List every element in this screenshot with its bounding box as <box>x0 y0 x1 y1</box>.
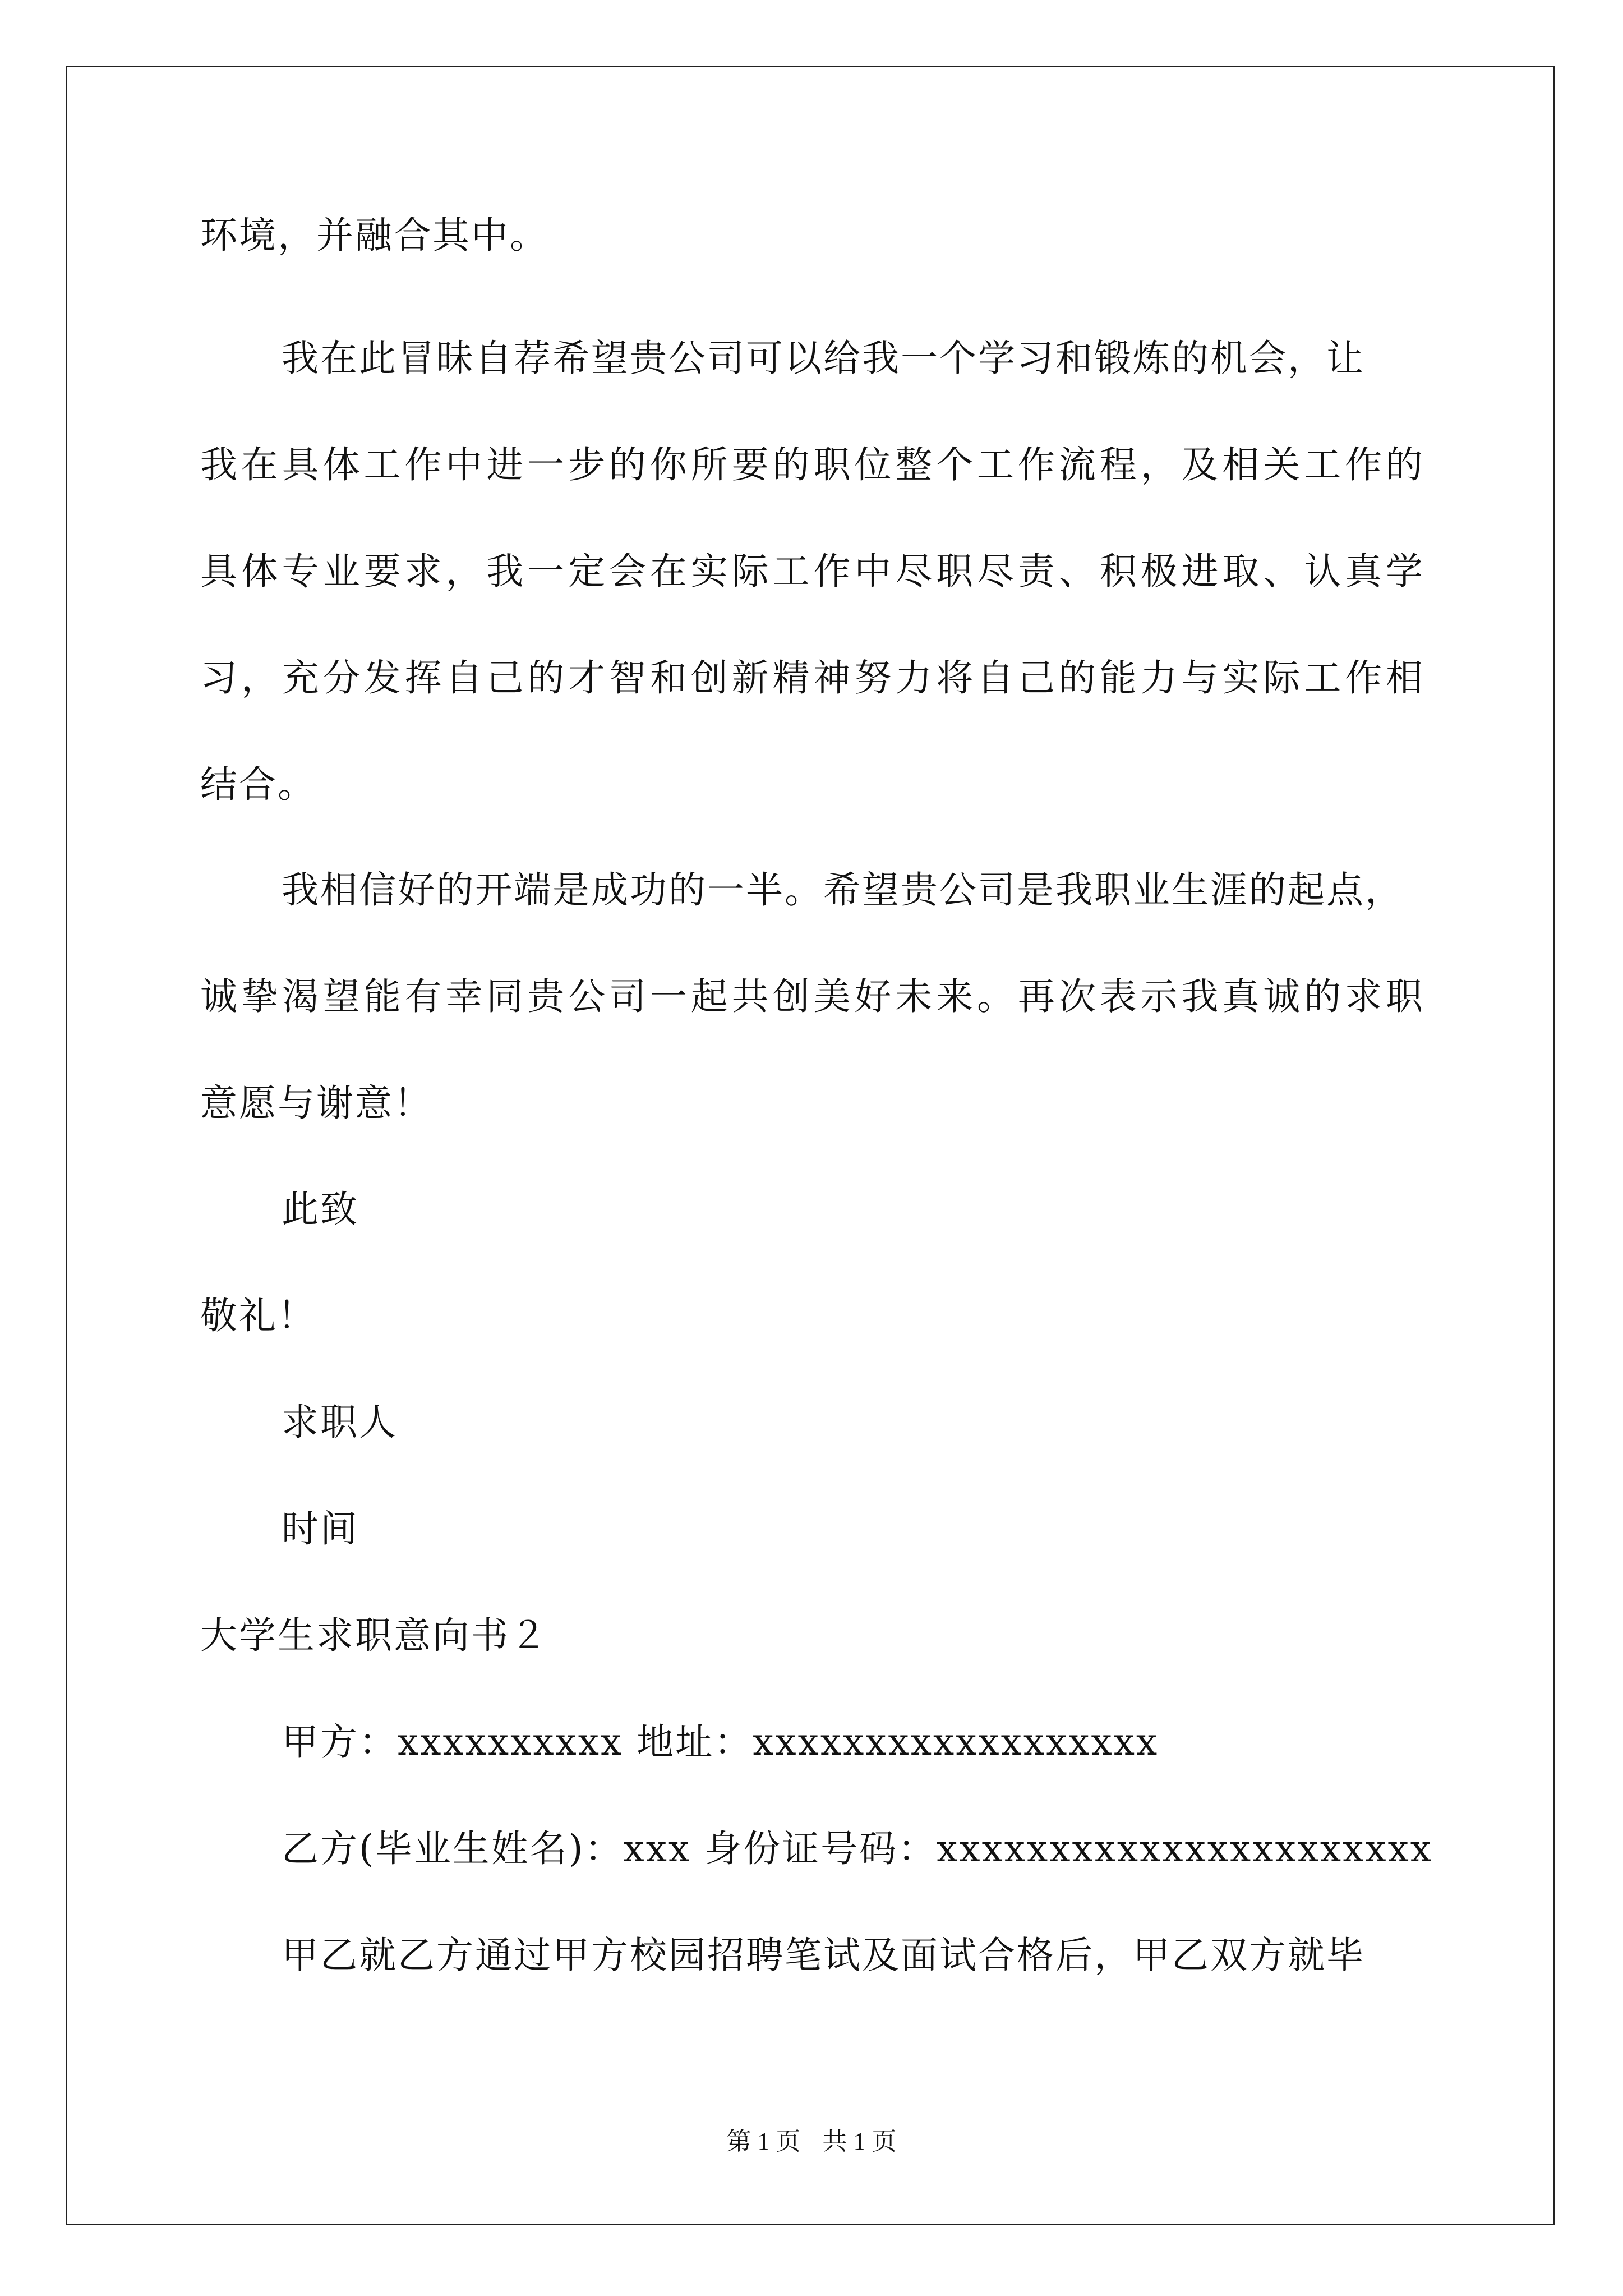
paragraph-line: 结合。 <box>200 763 316 806</box>
signature-date: 时间 <box>282 1507 359 1550</box>
page-total: 共 1 页 <box>822 2128 897 2155</box>
paragraph-line: 具体专业要求，我一定会在实际工作中尽职尽责、积极进取、认真学 <box>200 550 1423 593</box>
closing-salutation: 此致 <box>282 1188 359 1231</box>
paragraph-line: 我在此冒昧自荐希望贵公司可以给我一个学习和锻炼的机会，让 <box>282 337 1365 380</box>
paragraph-line: 我在具体工作中进一步的你所要的职位整个工作流程，及相关工作的 <box>200 443 1423 486</box>
paragraph-line: 诚挚渴望能有幸同贵公司一起共创美好未来。再次表示我真诚的求职 <box>200 975 1423 1018</box>
paragraph-line: 意愿与谢意！ <box>200 1082 432 1125</box>
paragraph-line: 环境，并融合其中。 <box>200 214 548 257</box>
party-a-line: 甲方：xxxxxxxxxx 地址：xxxxxxxxxxxxxxxxxx <box>282 1720 1159 1764</box>
page-number: 第 1 页 <box>726 2128 801 2155</box>
signature-applicant: 求职人 <box>282 1401 398 1444</box>
page-footer <box>0 2126 1623 2157</box>
paragraph-line: 习，充分发挥自己的才智和创新精神努力将自己的能力与实际工作相 <box>200 656 1423 700</box>
section-title: 大学生求职意向书２ <box>200 1614 548 1657</box>
paragraph-line: 甲乙就乙方通过甲方校园招聘笔试及面试合格后，甲乙双方就毕 <box>282 1934 1365 1977</box>
closing-regards: 敬礼！ <box>200 1294 316 1337</box>
page-border <box>66 66 1555 2225</box>
party-b-line: 乙方(毕业生姓名)：xxx 身份证号码：xxxxxxxxxxxxxxxxxxxxxx <box>282 1827 1433 1870</box>
paragraph-line: 我相信好的开端是成功的一半。希望贵公司是我职业生涯的起点， <box>282 868 1404 912</box>
